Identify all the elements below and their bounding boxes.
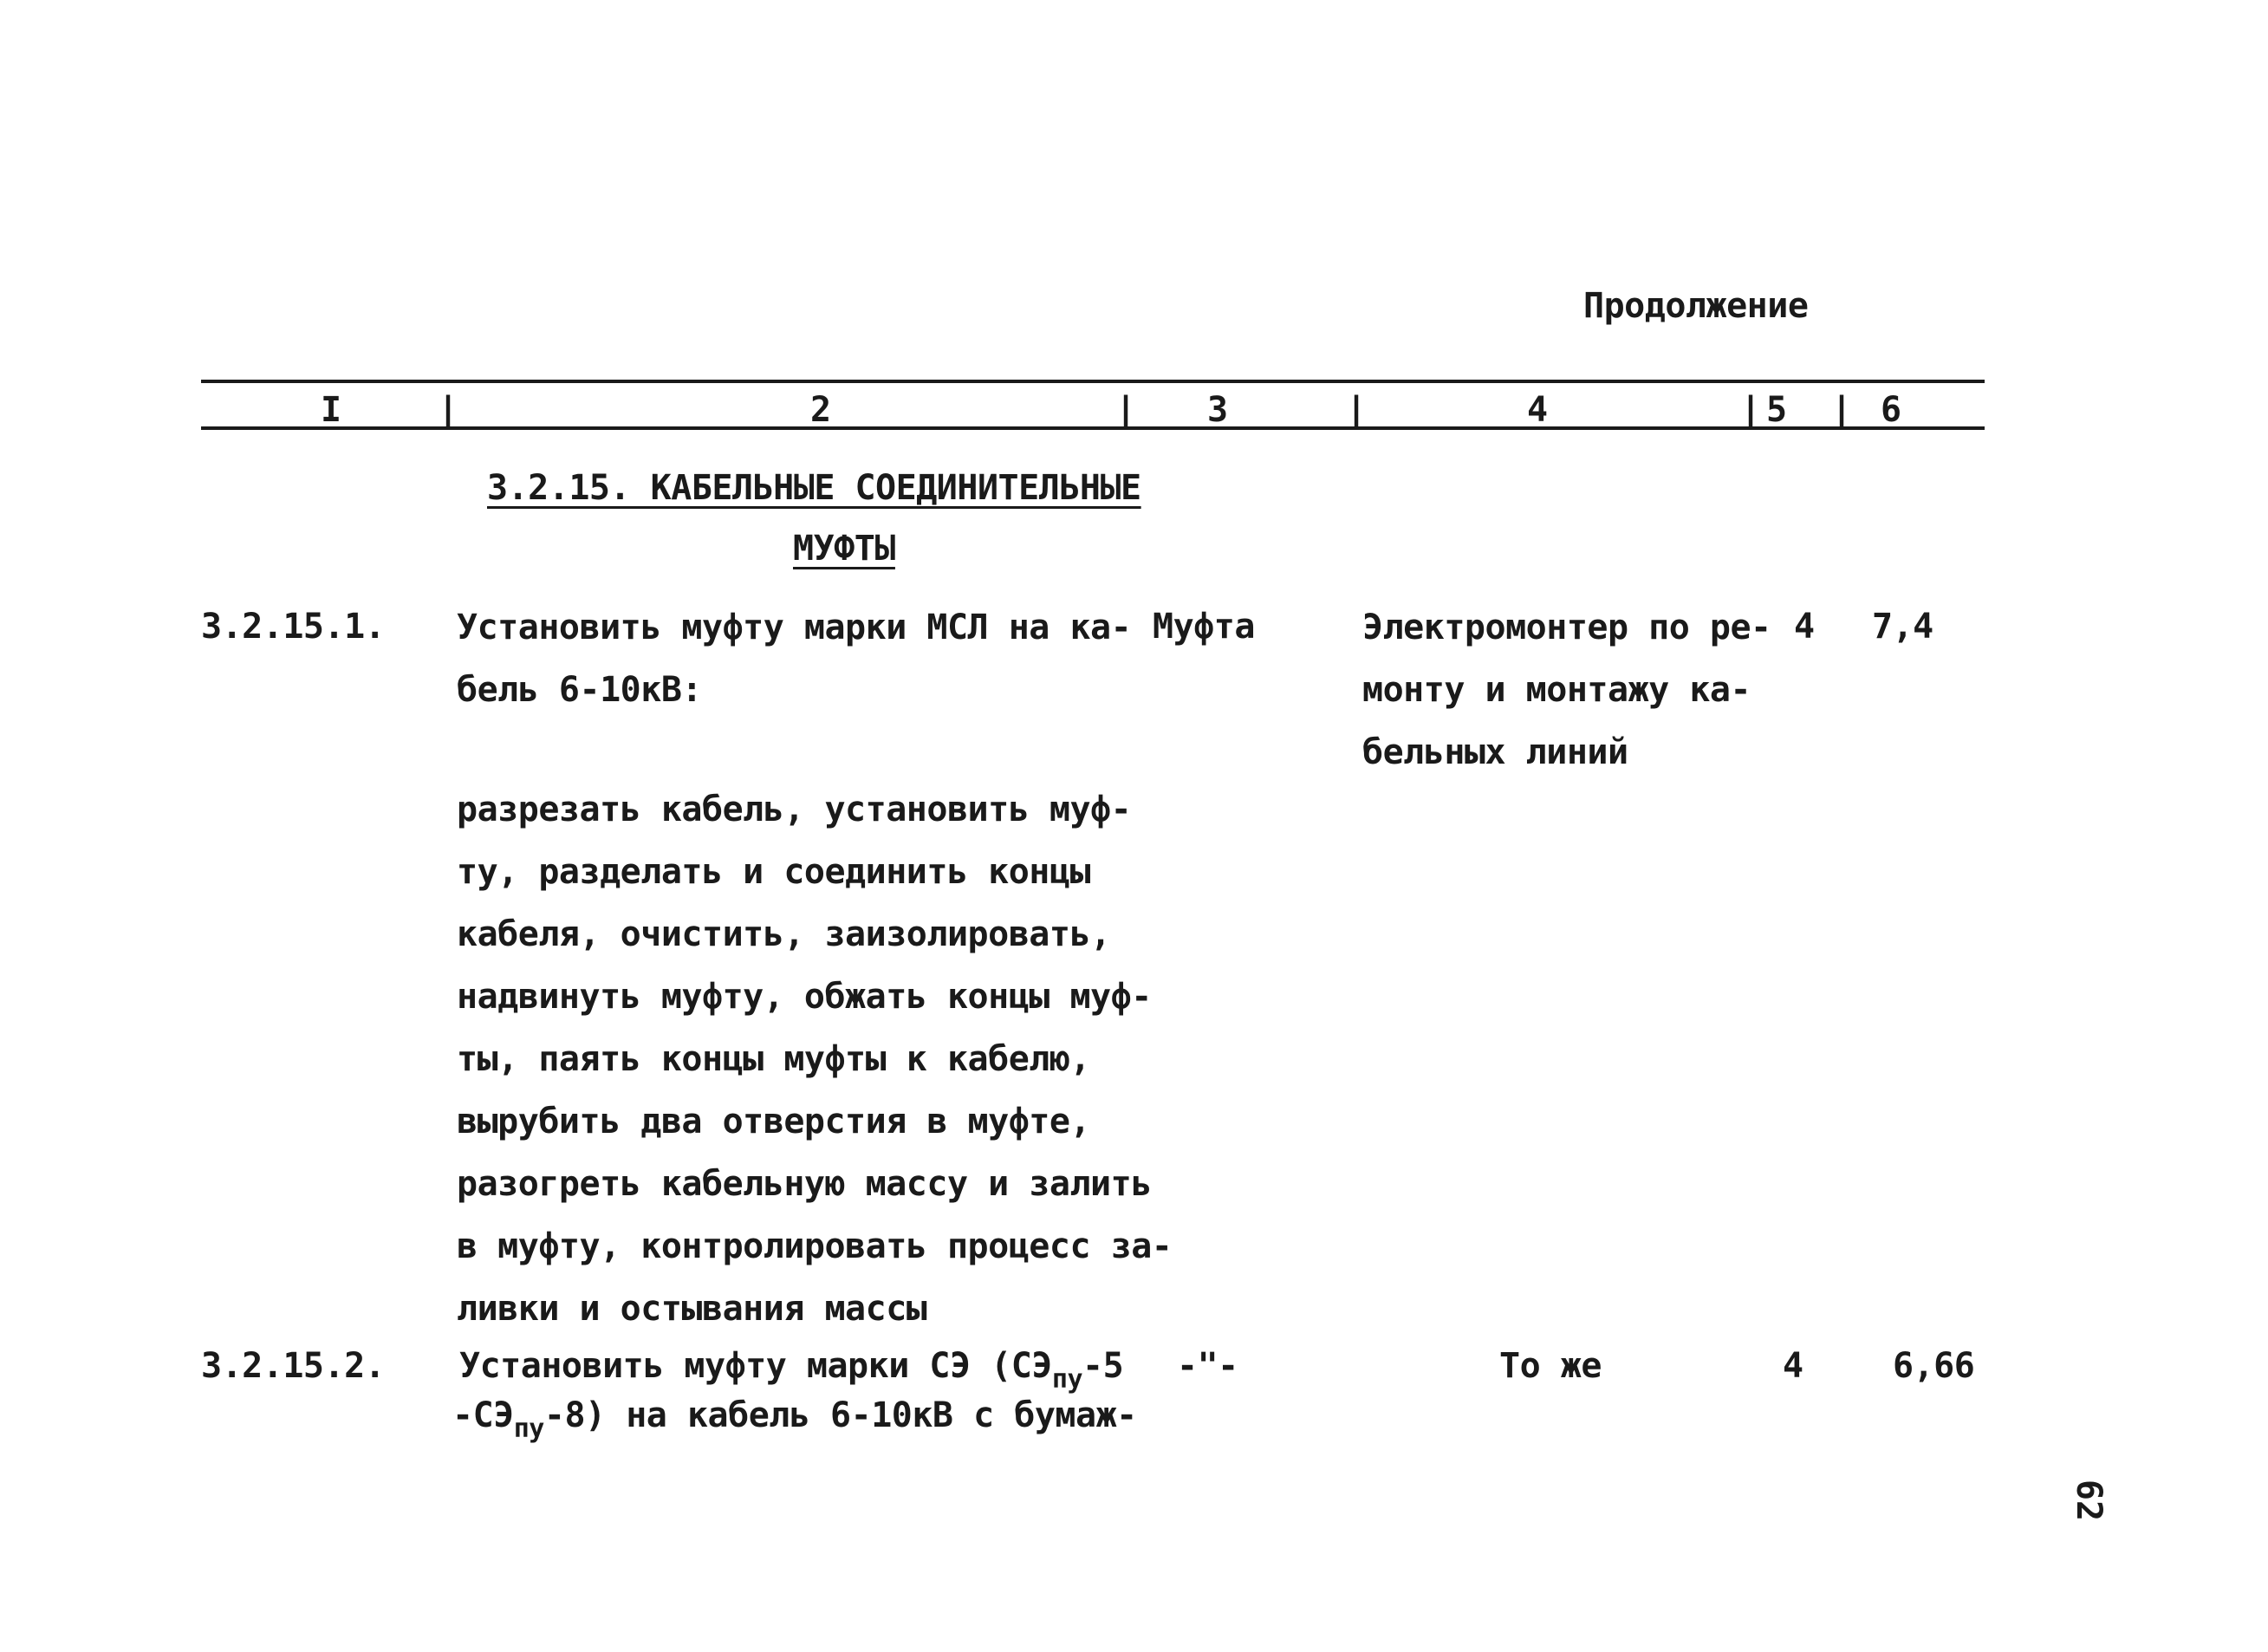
text-line: разогреть кабельную массу и залить (457, 1164, 1152, 1204)
column-separator: | (438, 390, 459, 430)
text-line: бель 6-10кВ: (457, 670, 702, 710)
continuation-label: Продолжение (1583, 286, 1809, 326)
grade-cell: 4 (1783, 1346, 1803, 1386)
column-separator: | (1831, 390, 1853, 430)
section-heading-line1: 3.2.15. КАБЕЛЬНЫЕ СОЕДИНИТЕЛЬНЫЕ (487, 468, 1141, 508)
operation-line-1 (459, 1346, 1124, 1395)
text-fragment: -5 (1082, 1346, 1124, 1386)
row-code: 3.2.15.1. (201, 607, 386, 647)
subscript: пу (513, 1414, 544, 1444)
text-line: в муфту, контролировать процесс за- (457, 1226, 1173, 1266)
grade-cell: 4 (1794, 607, 1815, 647)
column-separator: | (1115, 390, 1137, 430)
text-fragment: -СЭ (452, 1395, 514, 1435)
column-header-3: 3 (1207, 390, 1229, 430)
column-header-2: 2 (810, 390, 832, 430)
text-line: ливки и остывания массы (457, 1289, 927, 1329)
text-fragment: Установить муфту марки СЭ (СЭ (459, 1346, 1052, 1386)
text-line: бельных линий (1362, 732, 1628, 772)
text-line: Установить муфту марки МСЛ на ка- (457, 608, 1132, 647)
norm-cell: 7,4 (1872, 607, 1933, 647)
text-line: монту и монтажу ка- (1362, 670, 1751, 710)
header-bottom-rule (201, 426, 1985, 430)
subscript: пу (1051, 1364, 1083, 1395)
worker-cell (1362, 596, 1771, 784)
text-line: разрезать кабель, установить муф- (457, 790, 1132, 829)
text-fragment: -8) на кабель 6-10кВ с бумаж- (543, 1395, 1137, 1435)
operation-text (457, 596, 1131, 721)
column-header-1: I (321, 390, 342, 430)
text-line: надвинуть муфту, обжать концы муф- (457, 977, 1152, 1017)
unit-cell: Муфта (1153, 607, 1255, 647)
section-heading-line2: МУФТЫ (793, 529, 895, 569)
unit-cell: -"- (1177, 1346, 1238, 1386)
row-code: 3.2.15.2. (201, 1346, 386, 1386)
column-header-4: 4 (1527, 390, 1549, 430)
text-line: Электромонтер по ре- (1362, 608, 1771, 647)
operation-details (457, 778, 1172, 1340)
column-separator: | (1740, 390, 1762, 430)
text-line: ты, паять концы муфты к кабелю, (457, 1039, 1091, 1079)
page-number: 62 (2069, 1479, 2109, 1522)
header-top-rule (201, 380, 1985, 383)
column-separator: | (1346, 390, 1368, 430)
column-header-6: 6 (1881, 390, 1902, 430)
text-line: кабеля, очистить, заизолировать, (457, 914, 1111, 954)
text-line: вырубить два отверстия в муфте, (457, 1102, 1091, 1141)
operation-line-2 (452, 1395, 1137, 1444)
norm-cell: 6,66 (1893, 1346, 1975, 1386)
text-line: ту, разделать и соединить концы (457, 852, 1091, 892)
column-header-5: 5 (1766, 390, 1788, 430)
worker-cell: То же (1499, 1346, 1602, 1386)
